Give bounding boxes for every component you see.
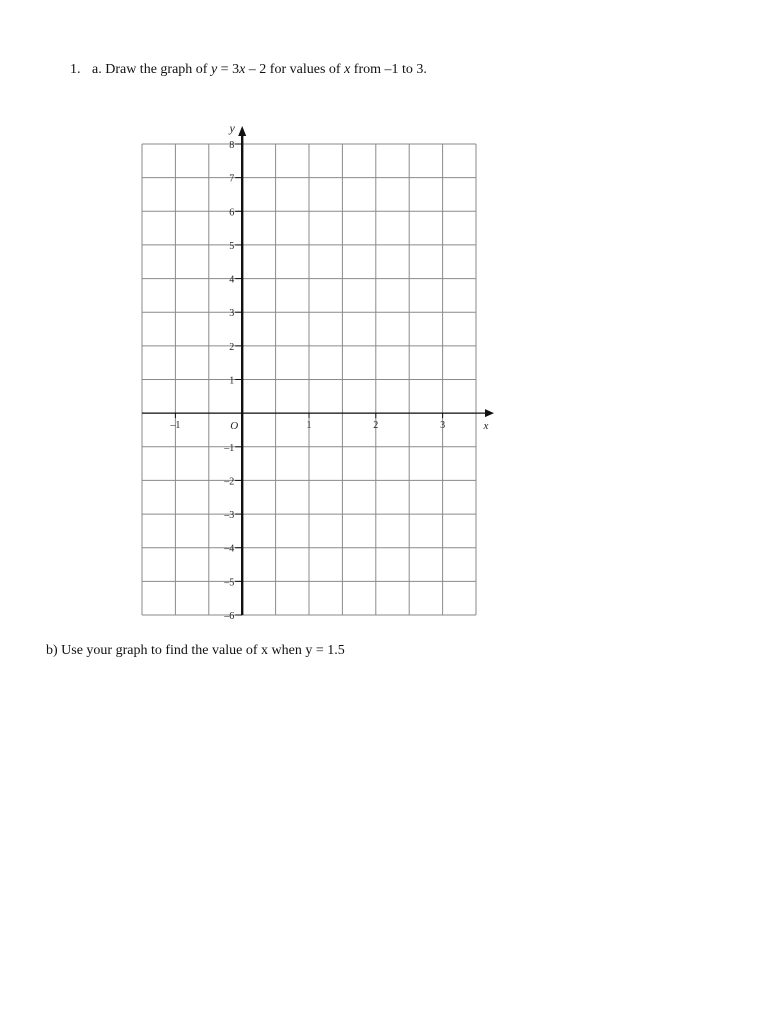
y-tick-label: –1: [224, 442, 235, 454]
x-tick-label: 3: [440, 420, 446, 432]
x-tick-label: –1: [170, 420, 181, 432]
x-tick-label: 2: [373, 420, 379, 432]
question-a-equals: = 3: [217, 62, 240, 77]
y-tick-label: 5: [229, 240, 235, 252]
x-axis-label: x: [483, 420, 489, 433]
y-tick-label: 2: [229, 341, 235, 353]
question-a-rest2: from –1 to 3.: [350, 62, 427, 77]
y-tick-label: 6: [229, 207, 235, 219]
question-b: b) Use your graph to find the value of x when y = 1.5: [46, 643, 345, 658]
question-a-rest1: – 2 for values of: [245, 62, 345, 77]
question-a-prefix: a. Draw the graph of: [92, 62, 211, 77]
question-number: 1.: [70, 62, 81, 77]
origin-label: O: [230, 420, 239, 433]
y-tick-label: 1: [229, 375, 235, 387]
y-tick-label: 8: [229, 140, 235, 151]
question-a-x1: x: [239, 62, 246, 77]
y-axis-arrow: [238, 126, 246, 136]
x-axis-arrow: [485, 409, 494, 417]
y-tick-label: 7: [229, 173, 235, 185]
y-tick-label: 4: [229, 274, 235, 286]
y-axis-label: y: [229, 121, 235, 135]
y-tick-label: –2: [224, 476, 235, 488]
y-tick-label: –5: [224, 577, 235, 589]
question-a-y: y: [210, 62, 218, 77]
x-tick-label: 1: [306, 420, 312, 432]
y-tick-label: –6: [224, 611, 235, 622]
question-a-x2: x: [344, 62, 351, 77]
y-tick-label: 3: [229, 308, 235, 320]
y-tick-label: –3: [224, 510, 235, 522]
y-tick-label: –4: [224, 543, 235, 555]
